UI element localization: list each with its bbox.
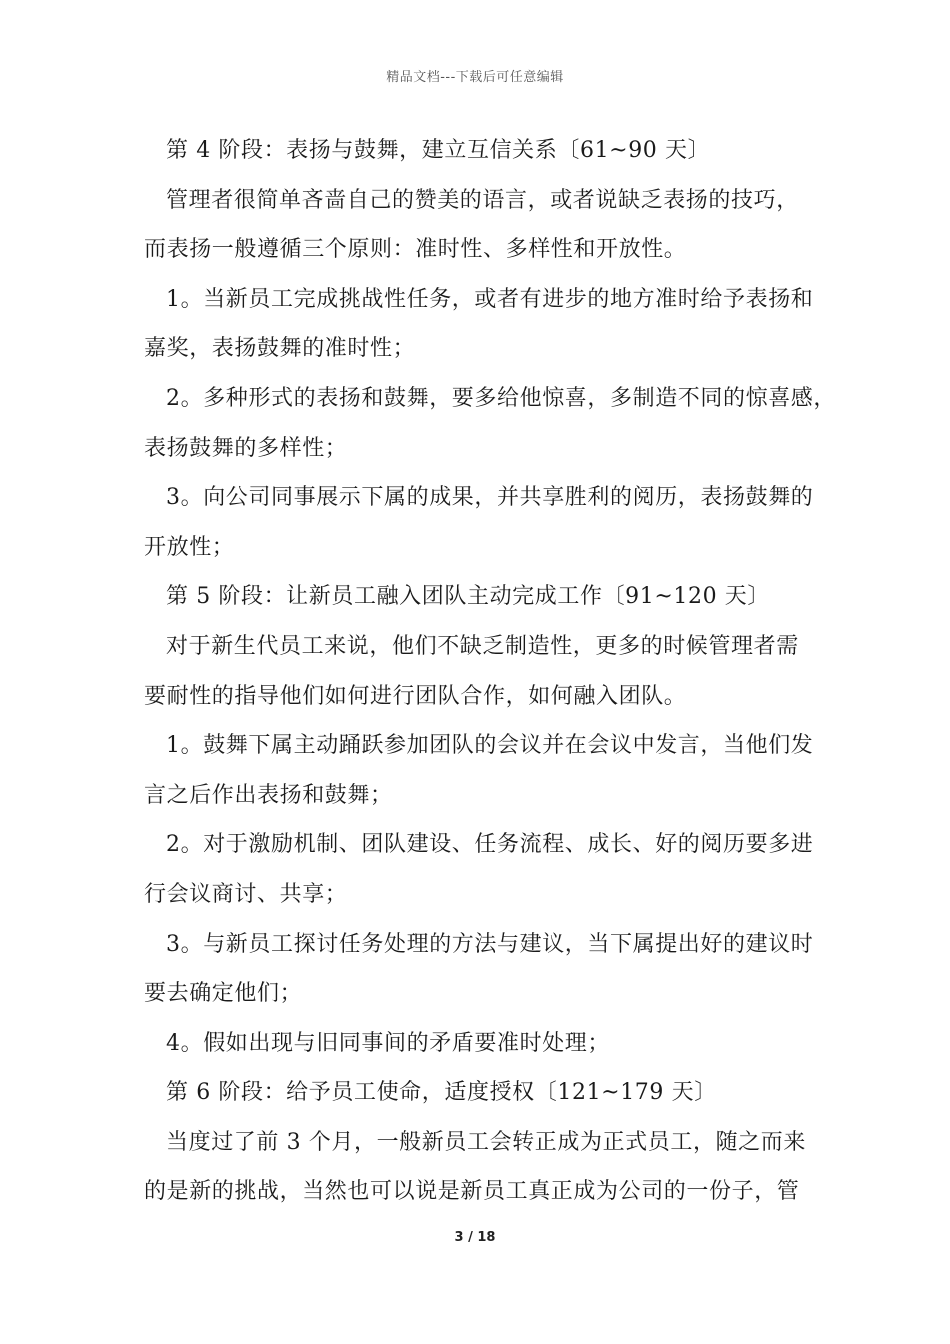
list-item-line: 3。向公司同事展示下属的成果，并共享胜利的阅历，表扬鼓舞的 <box>166 485 814 511</box>
list-item-line: 开放性； <box>144 534 235 560</box>
list-item-line: 3。与新员工探讨任务处理的方法与建议，当下属提出好的建议时 <box>166 931 814 957</box>
paragraph-line: 要耐性的指导他们如何进行团队合作，如何融入团队。 <box>144 683 687 709</box>
page-header: 精品文档---下载后可任意编辑 <box>386 70 564 85</box>
list-item-line: 1。鼓舞下属主动踊跃参加团队的会议并在会议中发言，当他们发 <box>166 733 814 759</box>
list-item-line: 行会议商讨、共享； <box>144 881 348 907</box>
paragraph-line: 而表扬一般遵循三个原则：准时性、多样性和开放性。 <box>144 237 687 263</box>
section-heading-stage-4: 第 4 阶段：表扬与鼓舞，建立互信关系〔61~90 天〕 <box>166 138 711 163</box>
list-item-line: 言之后作出表扬和鼓舞； <box>144 782 393 808</box>
section-heading-stage-5: 第 5 阶段：让新员工融入团队主动完成工作〔91~120 天〕 <box>166 584 770 610</box>
list-item-line: 1。当新员工完成挑战性任务，或者有进步的地方准时给予表扬和 <box>166 286 814 312</box>
list-item-line: 嘉奖，表扬鼓舞的准时性； <box>144 336 416 362</box>
list-item-line: 2。对于激励机制、团队建设、任务流程、成长、好的阅历要多进 <box>166 832 814 858</box>
paragraph-line: 对于新生代员工来说，他们不缺乏制造性，更多的时候管理者需 <box>166 633 799 659</box>
document-body <box>144 126 836 1217</box>
list-item-line: 要去确定他们； <box>144 981 303 1007</box>
paragraph-line: 的是新的挑战，当然也可以说是新员工真正成为公司的一份子，管 <box>144 1179 800 1205</box>
list-item-line: 4。假如出现与旧同事间的矛盾要准时处理； <box>166 1030 610 1056</box>
paragraph-line: 管理者很简单吝啬自己的赞美的语言，或者说缺乏表扬的技巧， <box>166 187 799 213</box>
list-item-line: 2。多种形式的表扬和鼓舞，要多给他惊喜，多制造不同的惊喜感， <box>166 385 836 411</box>
page-number: 3 / 18 <box>454 1230 496 1245</box>
section-heading-stage-6: 第 6 阶段：给予员工使命，适度授权〔121~179 天〕 <box>166 1080 717 1106</box>
paragraph-line: 当度过了前 3 个月，一般新员工会转正成为正式员工，随之而来 <box>166 1129 806 1155</box>
list-item-line: 表扬鼓舞的多样性； <box>144 435 348 461</box>
